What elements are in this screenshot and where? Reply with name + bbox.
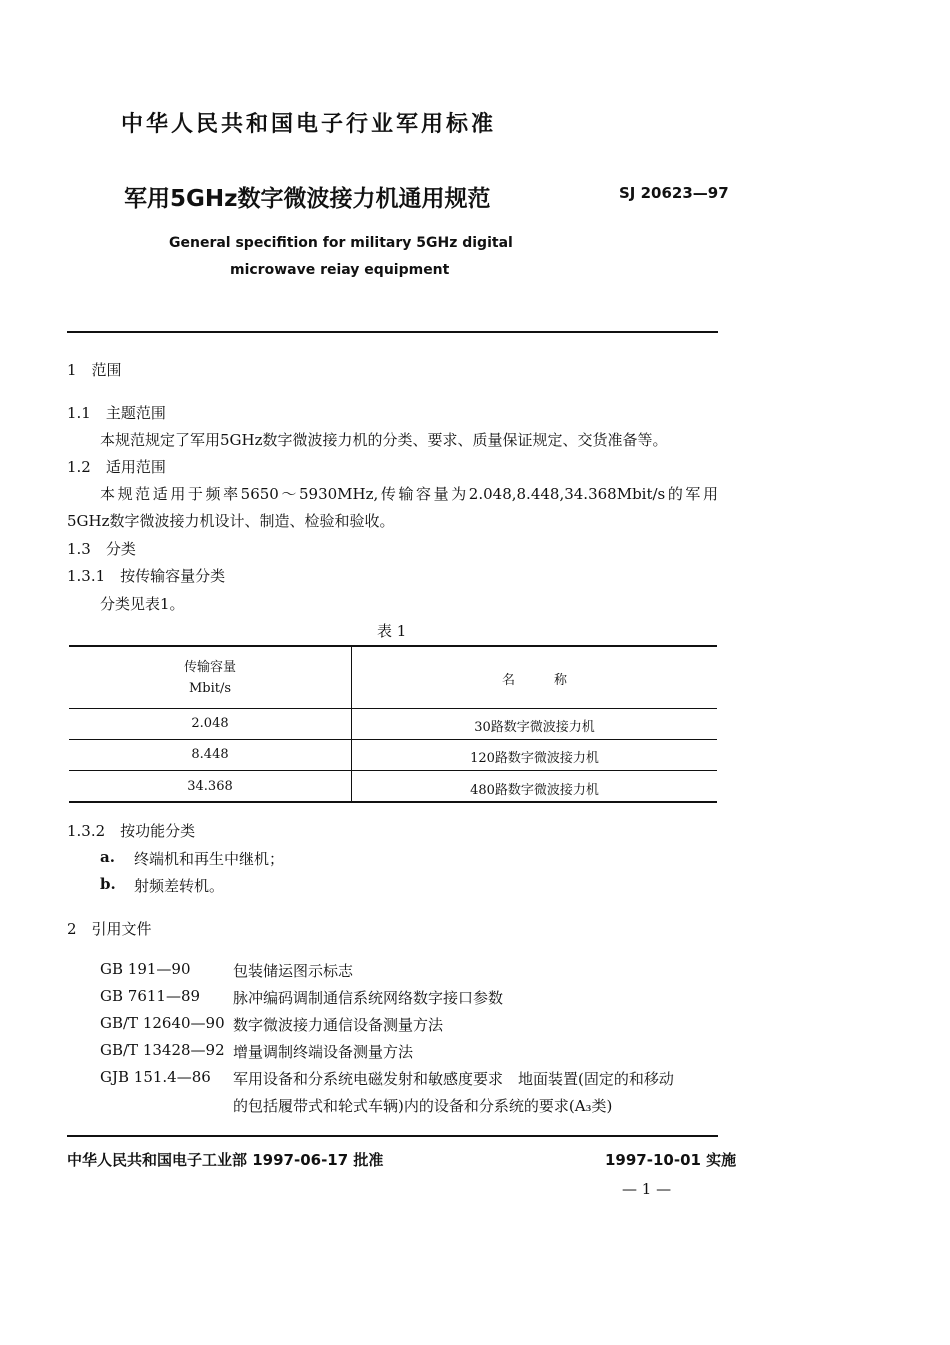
table-cell-name: 120路数字微波接力机 (470, 751, 599, 766)
list-marker-a: a. (100, 848, 115, 866)
list-marker-b: b. (100, 875, 116, 893)
reference-code: GB/T 12640—90 (100, 1014, 225, 1032)
table-caption: 表 1 (377, 622, 407, 640)
table-header-rule (69, 708, 717, 709)
reference-title: 包装储运图示标志 (233, 962, 354, 980)
reference-title: 军用设备和分系统电磁发射和敏感度要求 地面装置(固定的和移动 (233, 1070, 674, 1088)
approval-statement: 中华人民共和国电子工业部 1997-06-17 批准 (67, 1151, 384, 1169)
table-cell-capacity: 2.048 (191, 716, 229, 731)
document-title-cn: 军用5GHz数字微波接力机通用规范 (124, 186, 491, 212)
reference-code: GB/T 13428—92 (100, 1041, 225, 1059)
table-header-capacity: 传输容量 (183, 660, 236, 675)
reference-code: GB 191—90 (100, 960, 191, 978)
section-1-3-heading: 1.3 分类 (67, 540, 136, 558)
footer-rule (67, 1135, 718, 1137)
effective-date: 1997-10-01 实施 (605, 1151, 737, 1169)
list-item-b: 射频差转机。 (134, 877, 225, 895)
reference-title: 增量调制终端设备测量方法 (233, 1043, 414, 1061)
table-top-rule (69, 645, 717, 647)
issuing-standard-title: 中华人民共和国电子行业军用标准 (121, 112, 497, 137)
table-bottom-rule (69, 801, 717, 803)
section-2-heading: 2 引用文件 (67, 920, 152, 938)
section-1-3-1-heading: 1.3.1 按传输容量分类 (67, 567, 226, 585)
table-header-name: 名 称 (501, 673, 567, 688)
page-number: — 1 — (622, 1180, 672, 1198)
section-1-2-text-line1: 本规范适用于频率5650～5930MHz,传输容量为2.048,8.448,34.368Mbit/s的军用 (100, 485, 718, 503)
section-1-3-2-heading: 1.3.2 按功能分类 (67, 822, 196, 840)
section-1-1-heading: 1.1 主题范围 (67, 404, 166, 422)
table-cell-capacity: 34.368 (187, 779, 233, 794)
table-header-unit: Mbit/s (188, 681, 232, 696)
list-item-a: 终端机和再生中继机； (134, 850, 285, 868)
reference-title: 脉冲编码调制通信系统网络数字接口参数 (233, 989, 504, 1007)
section-1-3-1-text: 分类见表1。 (100, 595, 185, 613)
reference-title: 数字微波接力通信设备测量方法 (233, 1016, 444, 1034)
reference-code: GB 7611—89 (100, 987, 201, 1005)
reference-title-continued: 的包括履带式和轮式车辆)内的设备和分系统的要求(A₃类) (233, 1097, 613, 1115)
table-row-rule (69, 739, 717, 740)
section-1-2-text-line2: 5GHz数字微波接力机设计、制造、检验和验收。 (67, 512, 395, 530)
table-cell-name: 480路数字微波接力机 (470, 783, 599, 798)
table-cell-capacity: 8.448 (191, 747, 229, 762)
table-cell-name: 30路数字微波接力机 (474, 720, 595, 735)
standard-number: SJ 20623—97 (619, 184, 729, 202)
table-row-rule (69, 770, 717, 771)
header-rule (67, 331, 718, 333)
section-1-heading: 1 范围 (67, 361, 122, 379)
document-title-en-line2: microwave reiay equipment (230, 262, 450, 278)
section-1-2-heading: 1.2 适用范围 (67, 458, 166, 476)
document-title-en-line1: General specifition for military 5GHz digital (169, 235, 513, 251)
section-1-1-text: 本规范规定了军用5GHz数字微波接力机的分类、要求、质量保证规定、交货准备等。 (100, 431, 668, 449)
reference-code: GJB 151.4—86 (100, 1068, 211, 1086)
